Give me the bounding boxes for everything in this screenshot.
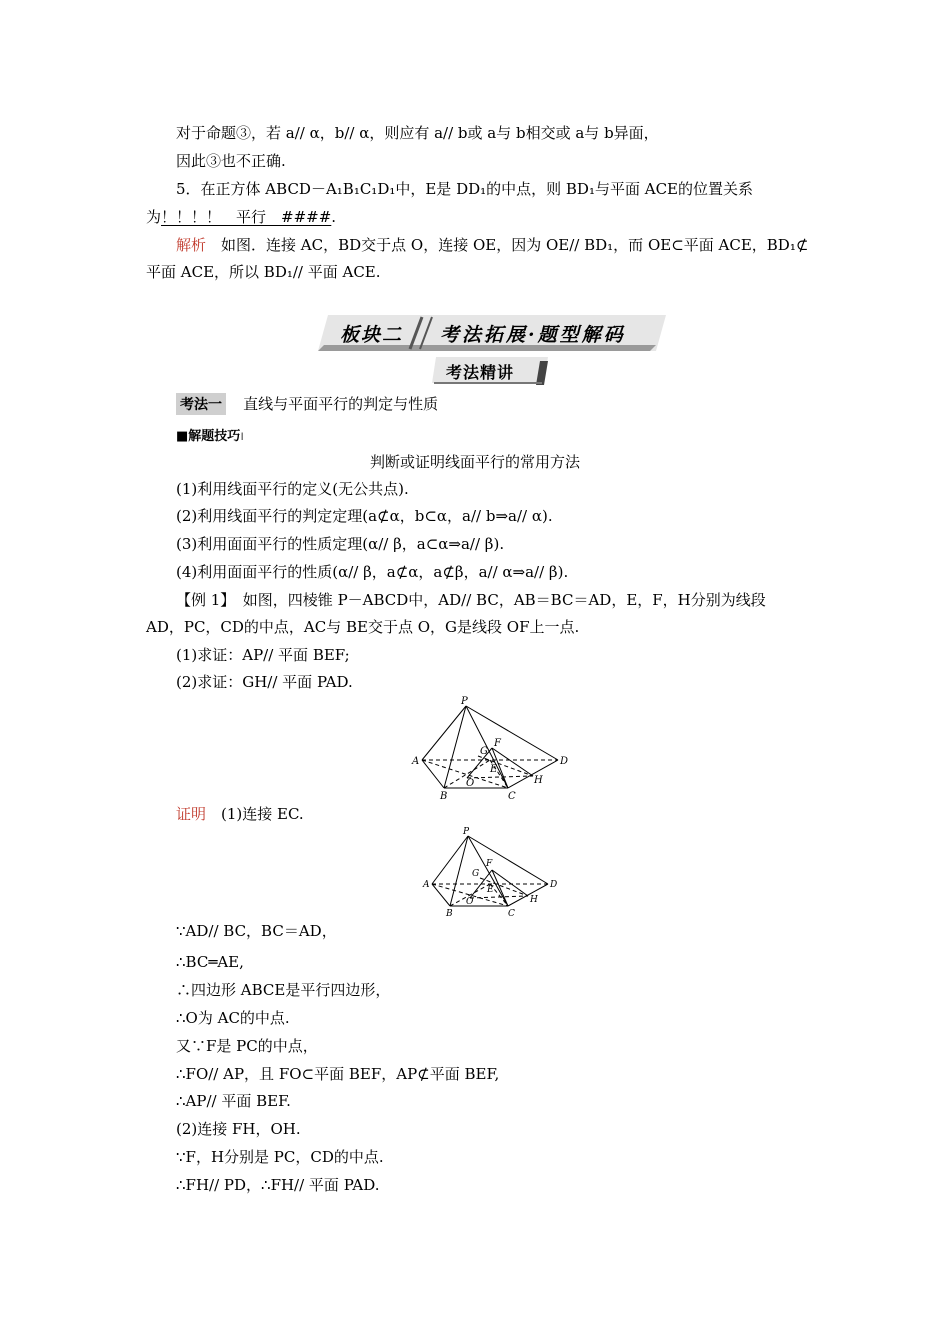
text-line: 平面 ACE，所以 BD₁// 平面 ACE. (146, 263, 381, 281)
label-f: F (494, 738, 501, 749)
figure-labels (411, 696, 568, 801)
label-g: G (480, 746, 488, 757)
label-e: E (490, 764, 498, 775)
solution-text: 如图．连接 AC，BD交于点 O，连接 OE，因为 OE// BD₁，而 OE⊂平面 ACE，BD₁⊄ (206, 236, 809, 254)
question-1: (1)求证：AP// 平面 BEF; (176, 646, 350, 664)
method-item: (1)利用线面平行的定义(无公共点). (176, 480, 409, 498)
label-b: B (446, 909, 453, 918)
method-heading (176, 393, 438, 415)
label-h: H (530, 895, 538, 905)
proof-step: ∴FO// AP，且 FO⊂平面 BEF，AP⊄平面 BEF, (176, 1065, 500, 1083)
method-tag: 考法一 (176, 393, 226, 415)
label-h: H (534, 775, 543, 786)
proof-step: ∵F，H分别是 PC，CD的中点. (176, 1148, 384, 1166)
square-bullet-icon: ■ (176, 429, 189, 444)
answer-blank: ！！！！ 平行 #### (161, 208, 332, 226)
sub-banner-text: 考法精讲 (446, 363, 515, 382)
proof-step: ∵AD// BC，BC＝AD， (176, 922, 337, 940)
banner-right: 考法拓展·题型解码 (440, 324, 626, 346)
label-a: A (412, 756, 420, 767)
section-banner (318, 315, 666, 351)
banner-left: 板块二 (340, 324, 404, 346)
sub-banner (432, 357, 548, 385)
proof-step: ∴AP// 平面 BEF. (176, 1092, 291, 1110)
method-title: 直线与平面平行的判定与性质 (243, 395, 439, 413)
proof-step: (2)连接 FH，OH. (176, 1120, 301, 1138)
label-d: D (550, 880, 558, 890)
text-line: AD，PC，CD的中点，AC与 BE交于点 O，G是线段 OF上一点. (146, 618, 580, 636)
method-item: (4)利用面面平行的性质(α// β，a⊄α，a⊄β，a// α⇒a// β). (176, 563, 569, 581)
proof-step: 又∵F是 PC的中点， (176, 1037, 318, 1055)
text-line: 因此③也不正确. (176, 152, 286, 170)
label-p: P (461, 696, 468, 707)
label-d: D (560, 756, 569, 767)
label-c: C (508, 909, 515, 918)
label-e: E (487, 885, 494, 895)
example-1: 【例 1】 如图，四棱锥 P－ABCD中，AD// BC，AB＝BC＝AD，E，F，H分别为线段 (176, 591, 766, 609)
proof-step: ∴O为 AC的中点. (176, 1009, 290, 1027)
label-g: G (472, 869, 480, 879)
label-o: O (466, 778, 475, 789)
method-item: (2)利用线面平行的判定定理(a⊄α，b⊂α，a// b⇒a// α). (176, 507, 553, 525)
tips-heading: ■解题技巧ı (176, 429, 244, 444)
label-o: O (466, 897, 474, 907)
text-line: 对于命题③，若 a// α，b// α，则应有 a// b或 a与 b相交或 a与 b异面， (176, 124, 659, 142)
pyramid-figure-2 (420, 826, 565, 922)
proof-label: 证明 (176, 805, 207, 823)
proof-step: ∴四边形 ABCE是平行四边形， (176, 981, 391, 999)
methods-title: 判断或证明线面平行的常用方法 (369, 453, 580, 471)
method-item: (3)利用面面平行的性质定理(α// β，a⊂α⇒a// β). (176, 535, 505, 553)
label-f: F (486, 859, 493, 869)
label-p: P (463, 827, 470, 837)
label-b: B (440, 791, 448, 801)
proof-line (176, 804, 304, 824)
proof-step: ∴BC═AE, (176, 953, 244, 971)
answer-prefix: 为 (146, 208, 162, 226)
tips-label: 解题技巧 (188, 429, 241, 444)
proof-step: (1)连接 EC. (206, 805, 304, 823)
answer-line (146, 207, 336, 227)
solution-line (176, 235, 808, 255)
pyramid-figure (410, 696, 575, 805)
label-c: C (508, 791, 516, 801)
question-2: (2)求证：GH// 平面 PAD. (176, 673, 353, 691)
answer-suffix: . (331, 208, 337, 226)
label-a: A (423, 880, 430, 890)
proof-step: ∴FH// PD，∴FH// 平面 PAD. (176, 1176, 380, 1194)
problem-5: 5．在正方体 ABCD－A₁B₁C₁D₁中，E是 DD₁的中点，则 BD₁与平面 ACE的位置关系 (176, 180, 754, 198)
solution-label: 解析 (176, 236, 207, 254)
